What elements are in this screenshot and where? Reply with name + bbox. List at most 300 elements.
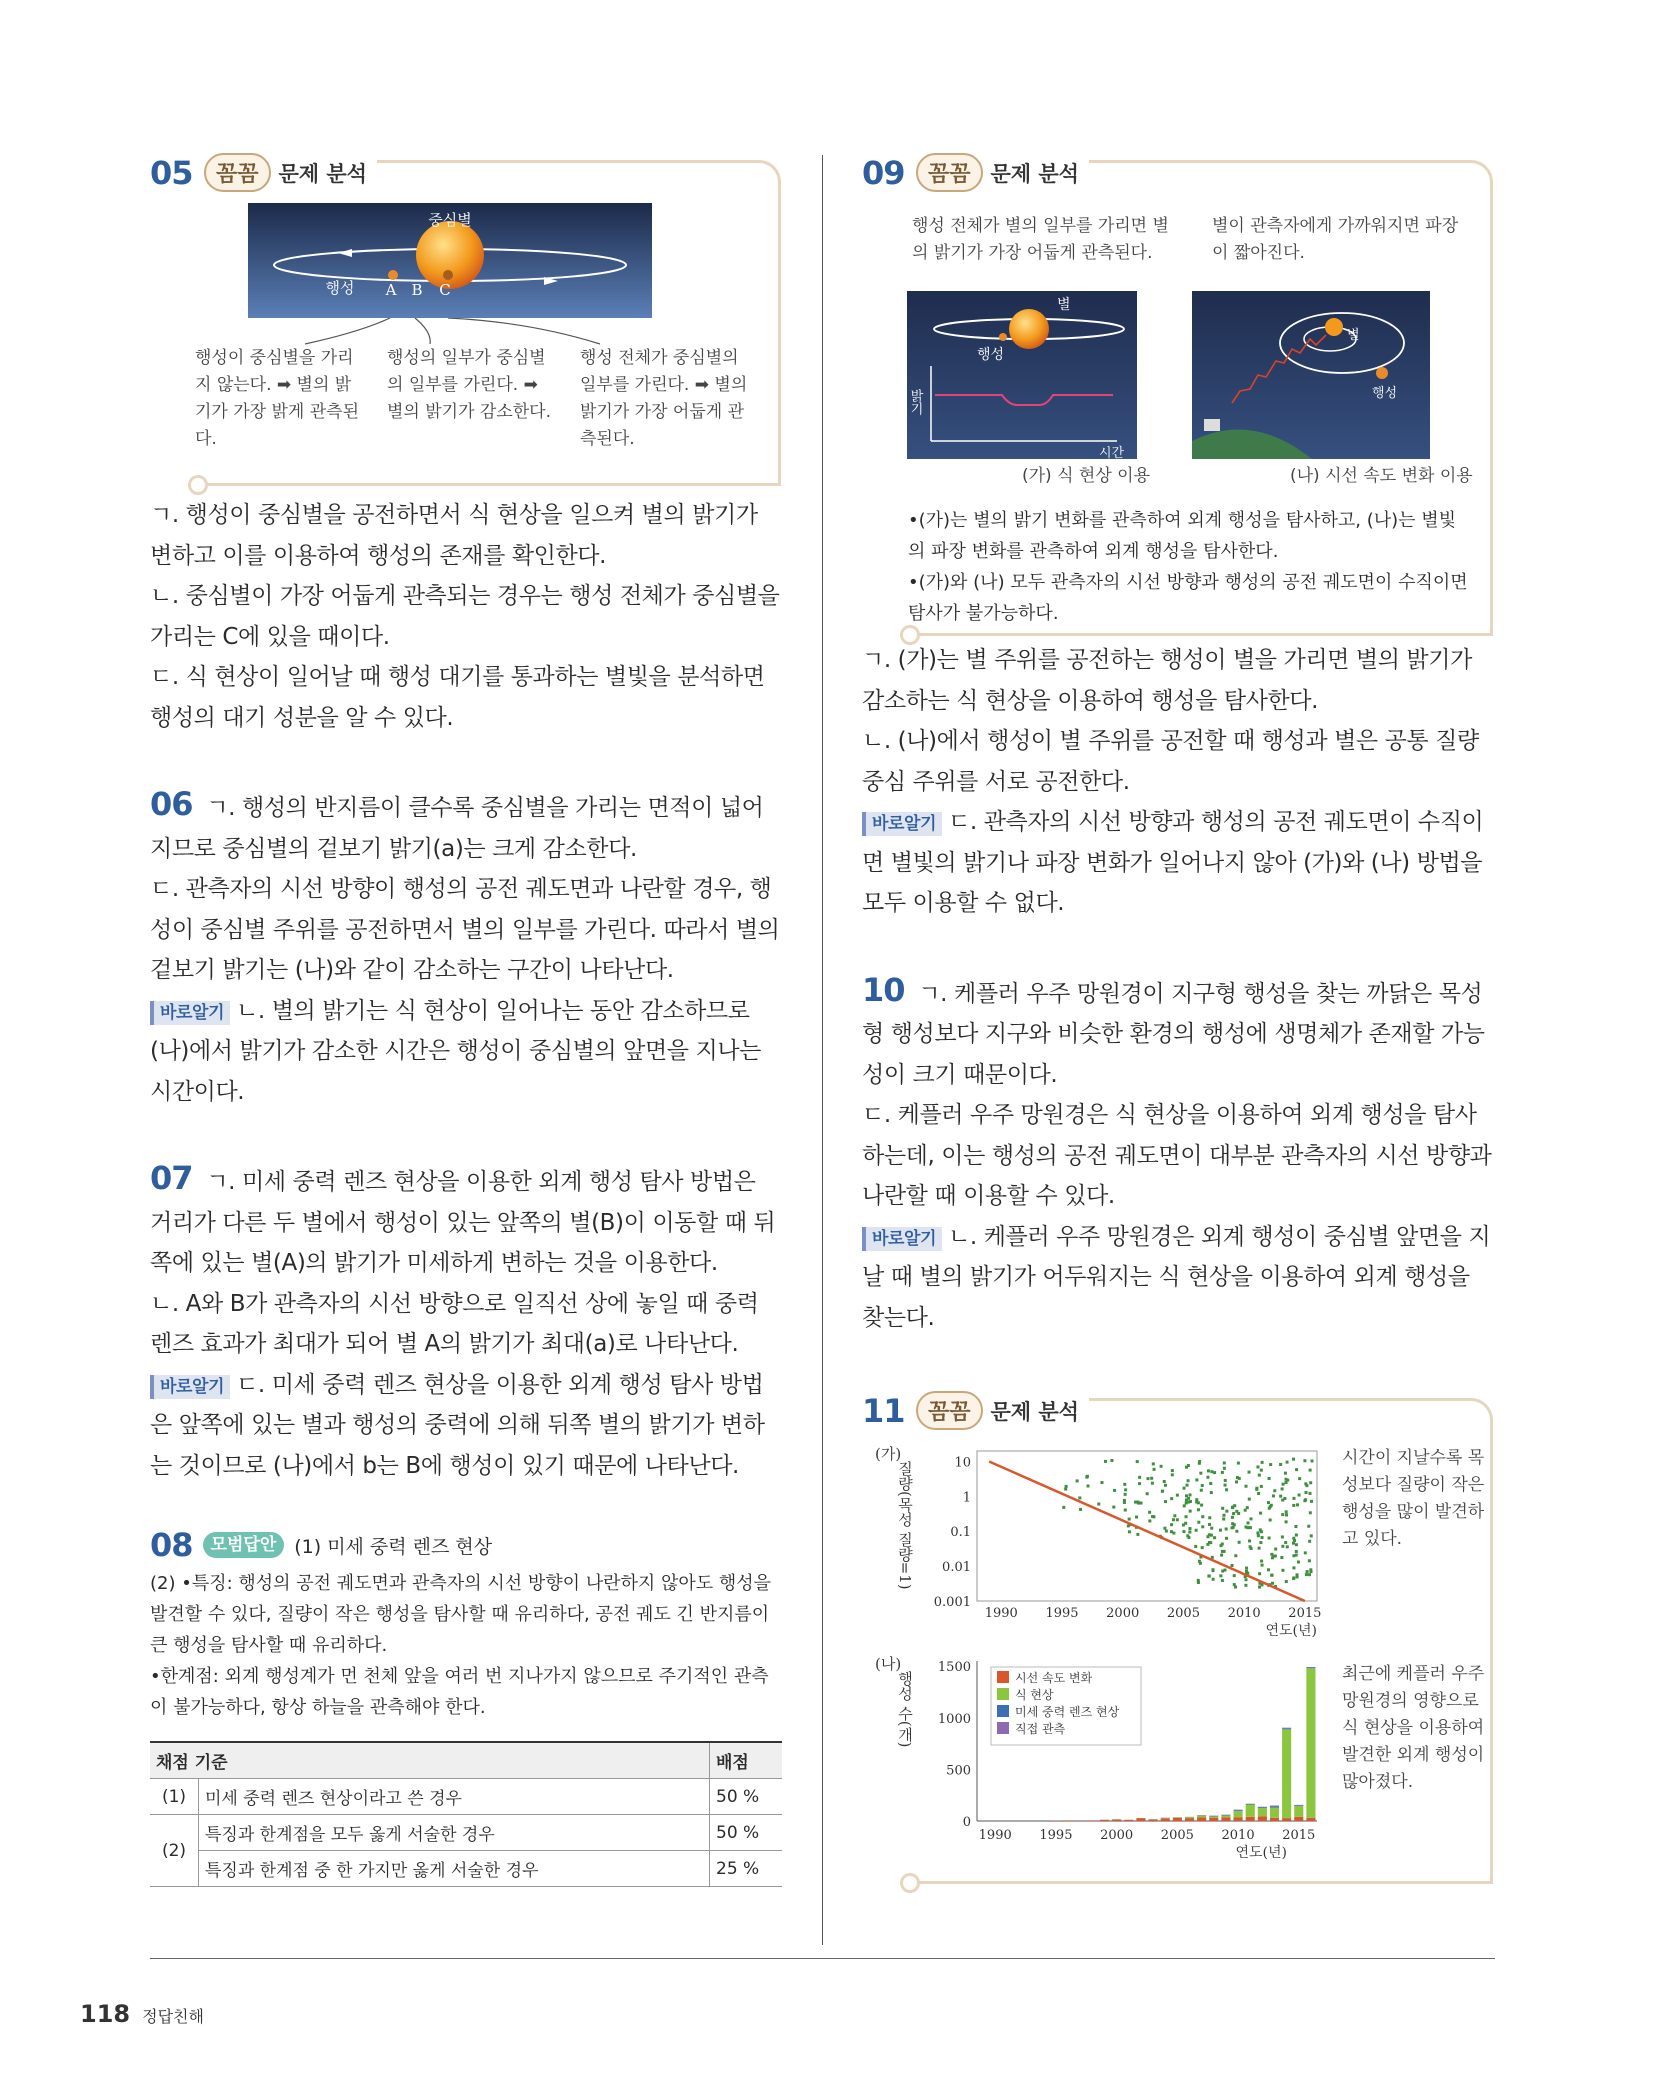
legend-label: 미세 중력 렌즈 현상 xyxy=(1015,1705,1120,1719)
scatter-point xyxy=(1286,1545,1289,1548)
q05-pointer-lines xyxy=(200,318,778,348)
grading-row-text: 특징과 한계점 중 한 가지만 옳게 서술한 경우 xyxy=(199,1851,710,1887)
scatter-point xyxy=(1187,1479,1190,1482)
scatter-point xyxy=(1307,1525,1310,1528)
q07-baro-text: ㄷ. 미세 중력 렌즈 현상을 이용한 외계 행성 탐사 방법은 앞쪽에 있는 별과 행성의 중력에 의해 뒤쪽 별의 밝기가 변하는 것이므로 (나)에서 b는 B에 행성이 있기 때문에 나타난다. xyxy=(150,1371,765,1479)
y-tick-label: 1 xyxy=(962,1490,971,1506)
scatter-point xyxy=(1248,1539,1251,1542)
scatter-point xyxy=(1062,1506,1065,1509)
bar-segment xyxy=(1234,1811,1243,1817)
bar-segment xyxy=(1124,1820,1133,1821)
bar-segment xyxy=(1258,1807,1267,1808)
bar-segment xyxy=(1270,1806,1279,1807)
bar-segment xyxy=(1161,1818,1170,1821)
x-tick-label: 1995 xyxy=(1045,1606,1079,1621)
bar-segment xyxy=(1294,1817,1303,1821)
panel-label: (가) xyxy=(875,1445,902,1463)
q08-grading-table xyxy=(150,1741,782,1887)
scatter-point xyxy=(1244,1584,1247,1587)
box-tail-icon xyxy=(188,475,208,495)
scatter-point xyxy=(1231,1526,1234,1529)
scatter-point xyxy=(1170,1523,1173,1526)
q08-answer-3: •한계점: 외계 행성계가 먼 천체 앞을 여러 번 지나가지 않으므로 주기적인 관측이 불가능하다, 항상 하늘을 관측해야 한다. xyxy=(150,1666,769,1718)
grading-row-points: 25 % xyxy=(710,1851,783,1887)
y-tick-label: 1500 xyxy=(937,1660,971,1676)
q08-section xyxy=(150,1526,782,1887)
scatter-point xyxy=(1292,1458,1295,1461)
scatter-point xyxy=(1261,1536,1264,1539)
scatter-point xyxy=(1294,1525,1297,1528)
scatter-point xyxy=(1112,1506,1115,1509)
scatter-point xyxy=(1295,1543,1298,1546)
bar-segment xyxy=(1185,1818,1194,1821)
scatter-point xyxy=(1211,1568,1214,1571)
q07-para-1: ㄱ. 미세 중력 렌즈 현상을 이용한 외계 행성 탐사 방법은 거리가 다른 두 별에서 행성이 있는 앞쪽의 별(B)이 이동할 때 뒤쪽에 있는 별(A)의 밝기가 미세하게 변하는 것을 이용한다. xyxy=(150,1169,776,1276)
q05-label-a: A xyxy=(385,281,397,299)
scatter-point xyxy=(1138,1482,1141,1485)
scatter-point xyxy=(1257,1492,1260,1495)
scatter-point xyxy=(1212,1578,1215,1581)
scatter-point xyxy=(1304,1482,1307,1485)
scatter-point xyxy=(1173,1514,1176,1517)
bar-segment xyxy=(1294,1806,1303,1817)
y-tick-label: 0 xyxy=(962,1815,971,1830)
scatter-point xyxy=(1076,1479,1079,1482)
scatter-point xyxy=(1170,1497,1173,1500)
q08-answer-2: (2) •특징: 행성의 공전 궤도면과 관측자의 시선 방향이 나란하지 않아도 행성을 발견할 수 있다, 질량이 작은 행성을 탐사할 때 유리하다, 공전 궤도 긴 반지름이 큰 행성을 탐사할 때 유리하다. xyxy=(150,1573,772,1656)
q07-section xyxy=(150,1158,782,1486)
scatter-point xyxy=(1233,1583,1236,1586)
scatter-point xyxy=(1201,1525,1204,1528)
grading-row-text: 특징과 한계점을 모두 옳게 서술한 경우 xyxy=(199,1815,710,1851)
x-axis-label: 연도(년) xyxy=(1235,1845,1287,1861)
scatter-point xyxy=(1269,1463,1272,1466)
bar-segment xyxy=(1270,1818,1279,1821)
x-tick-label: 2005 xyxy=(1160,1828,1194,1843)
scatter-point xyxy=(1308,1559,1311,1562)
q06-number: 06 xyxy=(150,785,193,823)
scatter-point xyxy=(1165,1530,1168,1533)
scatter-point xyxy=(1268,1536,1271,1539)
x-tick-label: 1990 xyxy=(978,1828,1012,1843)
q05-box-title: 문제 분석 xyxy=(278,161,367,186)
x-tick-label: 1990 xyxy=(984,1606,1018,1621)
scatter-point xyxy=(1195,1478,1198,1481)
scatter-point xyxy=(1065,1485,1068,1488)
scatter-point xyxy=(1172,1532,1175,1535)
bar-segment xyxy=(1234,1817,1243,1821)
scatter-point xyxy=(1279,1495,1282,1498)
scatter-point xyxy=(1189,1510,1192,1513)
scatter-point xyxy=(1184,1522,1187,1525)
y-axis-label: 행성 수(개) xyxy=(896,1671,914,1748)
bar-segment xyxy=(1282,1729,1291,1818)
q09b-caption: (나) 시선 속도 변화 이용 xyxy=(1290,466,1473,486)
q08-answer-1: (1) 미세 중력 렌즈 현상 xyxy=(294,1535,493,1558)
q09-baro-text: ㄷ. 관측자의 시선 방향과 행성의 공전 궤도면이 수직이면 별빛의 밝기나 파장 변화가 일어나지 않아 (가)와 (나) 방법을 모두 이용할 수 없다. xyxy=(862,809,1484,916)
scatter-point xyxy=(1208,1541,1211,1544)
scatter-point xyxy=(1221,1542,1224,1545)
bar-segment xyxy=(1282,1728,1291,1729)
scatter-point xyxy=(1207,1469,1210,1472)
q08-model-answer-badge: 모범답안 xyxy=(203,1532,285,1558)
footer-rule xyxy=(150,1958,1495,1959)
q11-section xyxy=(862,1388,1494,1888)
scatter-point xyxy=(1161,1490,1164,1493)
scatter-point xyxy=(1185,1515,1188,1518)
scatter-point xyxy=(1124,1509,1127,1512)
bar-segment xyxy=(1234,1810,1243,1811)
bar-segment xyxy=(1221,1817,1230,1821)
scatter-point xyxy=(1261,1564,1264,1567)
scatter-point xyxy=(1197,1581,1200,1584)
scatter-point xyxy=(1135,1516,1138,1519)
bar-segment xyxy=(1270,1806,1279,1807)
q06-baro-badge: 바로알기 xyxy=(150,1001,230,1025)
q06-baro-text: ㄴ. 별의 밝기는 식 현상이 일어나는 동안 감소하므로 (나)에서 밝기가 감소한 시간은 행성이 중심별의 앞면을 지나는 시간이다. xyxy=(150,997,761,1105)
scatter-point xyxy=(1148,1519,1151,1522)
scatter-point xyxy=(1176,1494,1179,1497)
scatter-point xyxy=(1186,1484,1189,1487)
scatter-point xyxy=(1197,1508,1200,1511)
scatter-point xyxy=(1123,1483,1126,1486)
q09-top-note-2: 별이 관측자에게 가까워지면 파장이 짧아진다. xyxy=(1212,216,1459,263)
grading-row-points: 50 % xyxy=(710,1815,783,1851)
scatter-point xyxy=(1221,1471,1224,1474)
scatter-point xyxy=(1206,1535,1209,1538)
q09b-planet-label: 행성 xyxy=(1372,386,1398,401)
scatter-point xyxy=(1260,1485,1263,1488)
page-number: 118 xyxy=(80,2000,131,2028)
grading-header-criteria: 채점 기준 xyxy=(150,1742,710,1779)
scatter-point xyxy=(1150,1477,1153,1480)
x-tick-label: 1995 xyxy=(1039,1828,1073,1843)
y-tick-label: 0.1 xyxy=(950,1525,971,1541)
q05-para-1: ㄱ. 행성이 중심별을 공전하면서 식 현상을 일으켜 별의 밝기가 변하고 이를 이용하여 행성의 존재를 확인한다. xyxy=(150,502,758,569)
scatter-point xyxy=(1078,1496,1081,1499)
bar-segment xyxy=(1246,1804,1255,1805)
q05-kkom-badge: 꼼꼼 xyxy=(204,153,271,192)
y-tick-label: 1000 xyxy=(937,1711,971,1727)
q09a-star-label: 별 xyxy=(1057,297,1071,313)
q09-baro-badge: 바로알기 xyxy=(862,812,942,836)
scatter-point xyxy=(1257,1534,1260,1537)
q06-para-2: ㄷ. 관측자의 시선 방향이 행성의 공전 궤도면과 나란할 경우, 행성이 중심별 주위를 공전하면서 별의 일부를 가린다. 따라서 별의 겉보기 밝기는 (나)와 같이 감소하는 구간이 나타난다. xyxy=(150,876,780,983)
q10-para-2: ㄷ. 케플러 우주 망원경은 식 현상을 이용하여 외계 행성을 탐사하는데, 이는 행성의 공전 궤도면이 대부분 관측자의 시선 방향과 나란할 때 이용할 수 있다. xyxy=(862,1102,1492,1209)
bar-segment xyxy=(1258,1816,1267,1821)
scatter-point xyxy=(1259,1512,1262,1515)
scatter-point xyxy=(1296,1575,1299,1578)
scatter-point xyxy=(1285,1510,1288,1513)
scatter-point xyxy=(1247,1521,1250,1524)
scatter-point xyxy=(1303,1459,1306,1462)
scatter-point xyxy=(1086,1475,1089,1478)
grading-row xyxy=(150,1779,782,1815)
scatter-point xyxy=(1285,1478,1288,1481)
x-tick-label: 2000 xyxy=(1106,1606,1140,1621)
scatter-point xyxy=(1233,1574,1236,1577)
q05-label-b: B xyxy=(411,281,423,299)
scatter-point xyxy=(1267,1501,1270,1504)
y-tick-label: 500 xyxy=(946,1763,971,1779)
scatter-point xyxy=(1176,1518,1179,1521)
scatter-point xyxy=(1124,1493,1127,1496)
scatter-point xyxy=(1235,1530,1238,1533)
scatter-point xyxy=(1164,1484,1167,1487)
scatter-point xyxy=(1186,1534,1189,1537)
scatter-point xyxy=(1304,1551,1307,1554)
scatter-point xyxy=(1195,1498,1198,1501)
y-tick-label: 0.001 xyxy=(933,1595,971,1610)
q11-analysis-box xyxy=(875,1398,1493,1884)
q09-para-2: ㄴ. (나)에서 행성이 별 주위를 공전할 때 행성과 별은 공통 질량 중심 주위를 서로 공전한다. xyxy=(862,728,1479,795)
bar-segment xyxy=(1258,1808,1267,1816)
q09-number: 09 xyxy=(862,154,905,192)
q10-section xyxy=(862,970,1494,1339)
footer-label: 정답친해 xyxy=(142,2007,204,2026)
q09a-ylabel: 밝기 xyxy=(907,389,923,415)
bar-segment xyxy=(1294,1805,1303,1806)
grading-row-text: 미세 중력 렌즈 현상이라고 쓴 경우 xyxy=(199,1779,710,1815)
bar-segment xyxy=(1209,1818,1218,1821)
scatter-point xyxy=(1305,1491,1308,1494)
q05-star-label: 중심별 xyxy=(428,211,472,229)
scatter-point xyxy=(1231,1516,1234,1519)
q09-kkom-badge: 꼼꼼 xyxy=(916,153,983,192)
scatter-point xyxy=(1148,1511,1151,1514)
scatter-point xyxy=(1235,1480,1238,1483)
q05-analysis-box xyxy=(195,160,781,486)
scatter-point xyxy=(1225,1488,1228,1491)
q05-note-2: 행성의 일부가 중심별의 일부를 가린다. ➡ 별의 밝기가 감소한다. xyxy=(387,348,552,422)
legend-swatch xyxy=(997,1722,1009,1734)
scatter-point xyxy=(1308,1573,1311,1576)
x-tick-label: 2010 xyxy=(1221,1828,1255,1843)
scatter-point xyxy=(1283,1497,1286,1500)
scatter-point xyxy=(1208,1523,1211,1526)
scatter-point xyxy=(1248,1498,1251,1501)
column-divider xyxy=(822,155,823,1945)
scatter-point xyxy=(1292,1577,1295,1580)
scatter-point xyxy=(1298,1494,1301,1497)
scatter-point xyxy=(1195,1529,1198,1532)
q06-section xyxy=(150,784,782,1112)
scatter-point xyxy=(1248,1471,1251,1474)
scatter-point xyxy=(1245,1485,1248,1488)
panel-label: (나) xyxy=(875,1655,902,1673)
scatter-point xyxy=(1303,1499,1306,1502)
scatter-point xyxy=(1200,1504,1203,1507)
scatter-point xyxy=(1223,1467,1226,1470)
scatter-point xyxy=(1153,1468,1156,1471)
scatter-point xyxy=(1293,1497,1296,1500)
scatter-point xyxy=(1232,1512,1235,1515)
scatter-point xyxy=(1281,1545,1284,1548)
scatter-point xyxy=(1238,1541,1241,1544)
bar-segment xyxy=(1306,1668,1315,1818)
q11-number: 11 xyxy=(862,1392,905,1430)
scatter-point xyxy=(1269,1518,1272,1521)
scatter-point xyxy=(1110,1459,1113,1462)
bar-segment xyxy=(1112,1819,1121,1821)
q08-number: 08 xyxy=(150,1526,193,1564)
x-axis-label: 연도(년) xyxy=(1265,1623,1317,1639)
scatter-point xyxy=(1259,1541,1262,1544)
q10-number: 10 xyxy=(862,970,905,1009)
scatter-point xyxy=(1250,1517,1253,1520)
q05-para-2: ㄴ. 중심별이 가장 어둡게 관측되는 경우는 행성 전체가 중심별을 가리는 C에 있을 때이다. xyxy=(150,583,780,650)
scatter-point xyxy=(1224,1479,1227,1482)
q09a-caption: (가) 식 현상 이용 xyxy=(1022,466,1151,486)
scatter-point xyxy=(1160,1465,1163,1468)
bar-segment xyxy=(1197,1817,1206,1821)
scatter-point xyxy=(1225,1537,1228,1540)
scatter-point xyxy=(1183,1504,1186,1507)
scatter-point xyxy=(1296,1503,1299,1506)
scatter-point xyxy=(1281,1513,1284,1516)
scatter-point xyxy=(1311,1459,1314,1462)
bar-segment xyxy=(1282,1728,1291,1729)
scatter-point xyxy=(1249,1526,1252,1529)
scatter-point xyxy=(1308,1540,1311,1543)
scatter-point xyxy=(1172,1518,1175,1521)
q05-para-3: ㄷ. 식 현상이 일어날 때 행성 대기를 통과하는 별빛을 분석하면 행성의 대기 성분을 알 수 있다. xyxy=(150,664,765,731)
scatter-point xyxy=(1199,1562,1202,1565)
scatter-point xyxy=(1309,1469,1312,1472)
scatter-point xyxy=(1236,1476,1239,1479)
scatter-point xyxy=(1221,1570,1224,1573)
scatter-point xyxy=(1163,1480,1166,1483)
y-tick-label: 10 xyxy=(954,1455,971,1471)
scatter-point xyxy=(1146,1492,1149,1495)
scatter-point xyxy=(1210,1470,1213,1473)
scatter-point xyxy=(1258,1547,1261,1550)
scatter-point xyxy=(1223,1550,1226,1553)
bar-segment xyxy=(1221,1815,1230,1817)
scatter-point xyxy=(1258,1474,1261,1477)
scatter-point xyxy=(1199,1472,1202,1475)
bar-segment xyxy=(1100,1820,1109,1821)
scatter-point xyxy=(1270,1504,1273,1507)
legend-label: 직접 관측 xyxy=(1015,1722,1066,1736)
scatter-point xyxy=(1292,1566,1295,1569)
grading-row-points: 50 % xyxy=(710,1779,783,1815)
scatter-point xyxy=(1208,1574,1211,1577)
scatter-point xyxy=(1309,1481,1312,1484)
scatter-point xyxy=(1309,1568,1312,1571)
scatter-point xyxy=(1285,1481,1288,1484)
scatter-point xyxy=(1219,1574,1222,1577)
scatter-point xyxy=(1295,1468,1298,1471)
scatter-point xyxy=(1164,1500,1167,1503)
grading-row xyxy=(150,1815,782,1851)
q05-number: 05 xyxy=(150,154,193,192)
scatter-point xyxy=(1271,1574,1274,1577)
legend-label: 식 현상 xyxy=(1015,1688,1054,1702)
scatter-point xyxy=(1310,1534,1313,1537)
q09-fig-a-eclipse xyxy=(907,291,1137,459)
q09-note-1: •(가)는 별의 밝기 변화를 관측하여 외계 행성을 탐사하고, (나)는 별빛의 파장 변화를 관측하여 외계 행성을 탐사한다. xyxy=(908,510,1457,562)
y-tick-label: 0.01 xyxy=(942,1560,971,1576)
scatter-point xyxy=(1249,1545,1252,1548)
grading-row xyxy=(150,1851,782,1887)
scatter-point xyxy=(1267,1568,1270,1571)
x-tick-label: 2005 xyxy=(1166,1606,1200,1621)
scatter-point xyxy=(1185,1466,1188,1469)
grading-row-no: (2) xyxy=(150,1815,199,1887)
scatter-point xyxy=(1222,1514,1225,1517)
scatter-point xyxy=(1200,1489,1203,1492)
scatter-point xyxy=(1292,1504,1295,1507)
q10-para-1: ㄱ. 케플러 우주 망원경이 지구형 행성을 찾는 까닭은 목성형 행성보다 지구와 비슷한 환경의 행성에 생명체가 존재할 가능성이 크기 때문이다. xyxy=(862,980,1485,1088)
scatter-point xyxy=(1260,1560,1263,1563)
scatter-point xyxy=(1213,1471,1216,1474)
q09-fig-b-doppler xyxy=(1192,291,1430,459)
q05-note-3: 행성 전체가 중심별의 일부를 가린다. ➡ 별의 밝기가 가장 어둡게 관측된다. xyxy=(580,348,748,449)
bar-segment xyxy=(1136,1818,1145,1821)
left-column xyxy=(150,150,782,1887)
scatter-point xyxy=(1237,1462,1240,1465)
q05-transit-figure xyxy=(248,203,652,318)
q11-chart-b xyxy=(867,1651,1337,1871)
legend-swatch xyxy=(997,1705,1009,1717)
scatter-point xyxy=(1079,1508,1082,1511)
grading-header-points: 배점 xyxy=(710,1742,783,1779)
scatter-point xyxy=(1183,1487,1186,1490)
bar-segment xyxy=(1221,1815,1230,1816)
scatter-point xyxy=(1231,1522,1234,1525)
scatter-point xyxy=(1244,1526,1247,1529)
q09-para-1: ㄱ. (가)는 별 주위를 공전하는 행성이 별을 가리면 별의 밝기가 감소하는 식 현상을 이용하여 행성을 탐사한다. xyxy=(862,647,1472,714)
q11-box-title: 문제 분석 xyxy=(990,1399,1079,1424)
scatter-point xyxy=(1104,1460,1107,1463)
q11-note-a: 시간이 지날수록 목성보다 질량이 작은 행성을 많이 발견하고 있다. xyxy=(1342,1448,1485,1549)
scatter-point xyxy=(1188,1527,1191,1530)
q10-baro-text: ㄴ. 케플러 우주 망원경은 외계 행성이 중심별 앞면을 지날 때 별의 밝기가 어두워지는 식 현상을 이용하여 외계 행성을 찾는다. xyxy=(862,1223,1491,1331)
scatter-point xyxy=(1086,1484,1089,1487)
scatter-point xyxy=(1305,1573,1308,1576)
q05-section xyxy=(150,150,782,495)
q09-top-note-1: 행성 전체가 별의 일부를 가리면 별의 밝기가 가장 어둡게 관측된다. xyxy=(912,216,1169,263)
q09-note-2: •(가)와 (나) 모두 관측자의 시선 방향과 행성의 공전 궤도면이 수직이면 탐사가 불가능하다. xyxy=(908,572,1468,624)
scatter-point xyxy=(1182,1530,1185,1533)
scatter-point xyxy=(1298,1477,1301,1480)
q09-analysis-box xyxy=(907,160,1493,636)
scatter-point xyxy=(1273,1489,1276,1492)
scatter-point xyxy=(1295,1550,1298,1553)
scatter-point xyxy=(1201,1515,1204,1518)
scatter-point xyxy=(1189,1493,1192,1496)
scatter-point xyxy=(1210,1491,1213,1494)
scatter-point xyxy=(1295,1554,1298,1557)
bar-segment xyxy=(1282,1818,1291,1821)
scatter-point xyxy=(1256,1465,1259,1468)
scatter-point xyxy=(1231,1564,1234,1567)
scatter-point xyxy=(1306,1570,1309,1573)
scatter-point xyxy=(1286,1461,1289,1464)
scatter-point xyxy=(1260,1469,1263,1472)
scatter-point xyxy=(1271,1556,1274,1559)
scatter-point xyxy=(1206,1476,1209,1479)
scatter-point xyxy=(1152,1515,1155,1518)
x-tick-label: 2015 xyxy=(1282,1828,1316,1843)
q07-number: 07 xyxy=(150,1159,193,1197)
scatter-point xyxy=(1137,1501,1140,1504)
scatter-point xyxy=(1281,1535,1284,1538)
scatter-point xyxy=(1124,1488,1127,1491)
bar-segment xyxy=(1185,1817,1194,1818)
scatter-point xyxy=(1282,1483,1285,1486)
